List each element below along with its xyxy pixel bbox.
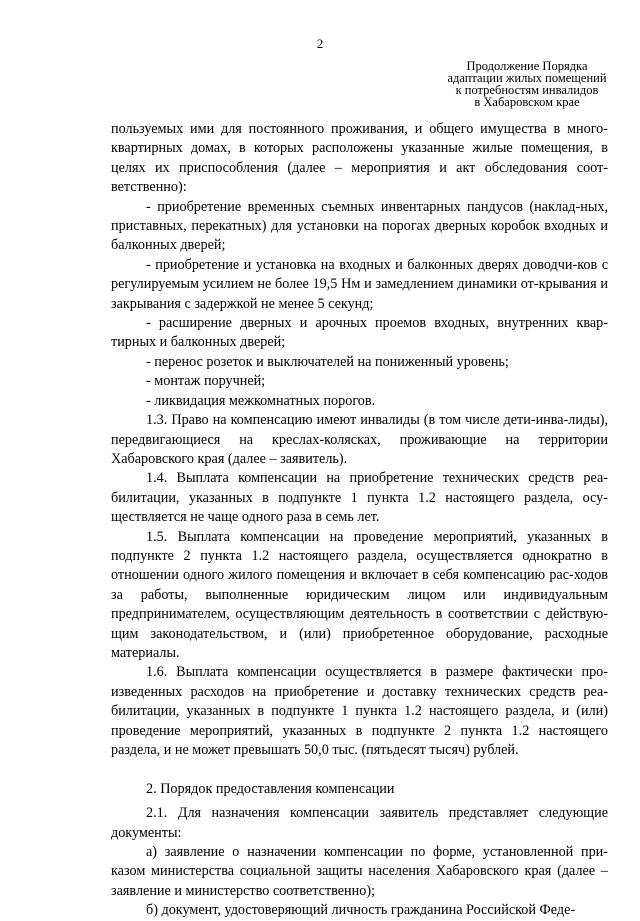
body-paragraph: 1.4. Выплата компенсации на приобретение технических средств реа-билитации, указанных в подпункте 1 пункта 1.2 настоящего раздела, осу-ществляется не чаще одного раза в семь лет. — [111, 470, 608, 526]
body-paragraph: 1.5. Выплата компенсации на проведение мероприятий, указанных в подпункте 2 пункта 1.2 настоящего раздела, осуществляется однократно в отношении одного жилого помещения и включает в себя компенсацию рас-ходов за работы, выполненные юридическим лицом или индивидуальным предпринимателем, осуществляющим деятельность в соответствии с действую-щим законодательством, и (или) приобретенное оборудование, расходные материалы. — [111, 528, 608, 661]
section-heading: 2. Порядок предоставления компенсации — [146, 780, 395, 797]
running-header-line: Продолжение Порядка — [466, 59, 588, 73]
body-paragraph: 2.1. Для назначения компенсации заявитель представляет следующие документы: — [111, 805, 608, 841]
list-item: - монтаж поручней; — [146, 373, 266, 390]
body-paragraph: 1.3. Право на компенсацию имеют инвалиды (в том числе дети-инва-лиды), передвигающиеся на креслах-колясках, проживающие на территории Хабаровского края (далее – заявитель). — [111, 412, 608, 467]
list-item: - приобретение и установка на входных и балконных дверях доводчи-ков с регулируемым усилием не более 19,5 Нм и замедлением динамики от-крывания и закрывания с задержкой не менее 5 секунд; — [111, 256, 608, 312]
body-paragraph: пользуемых ими для постоянного проживания, и общего имущества в много-квартирных домах, в которых расположены указанные жилые помещения, в целях их приспособления (далее – мероприятия и акт обследования соот-ветственно): — [111, 121, 608, 196]
running-header-line: в Хабаровском крае — [474, 95, 580, 109]
list-item: а) заявление о назначении компенсации по форме, установленной при-казом министерства социальной защиты населения Хабаровского края (далее – заявление и министерство соответственно); — [111, 844, 608, 899]
list-item: б) документ, удостоверяющий личность гражданина Российской Феде- — [146, 902, 576, 919]
list-item: - перенос розеток и выключателей на пониженный уровень; — [146, 353, 509, 370]
list-item: - ликвидация межкомнатных порогов. — [146, 392, 376, 409]
running-header — [418, 60, 636, 108]
list-item: - приобретение временных съемных инвентарных пандусов (наклад-ных, приставных, перекатных) для установки на порогах дверных коробок входных и балконных дверей; — [111, 198, 608, 254]
running-header-line: к потребностям инвалидов — [455, 83, 599, 97]
body-paragraph: 1.6. Выплата компенсации осуществляется в размере фактически про-изведенных расходов на приобретение и доставку технических средств реа-билитации, указанных в подпункте 1 пункта 1.2 настоящего раздела, и (или) проведение мероприятий, указанных в подпункте 2 пункта 1.2 настоящего раздела, и не может превышать 50,0 тыс. (пятьдесят тысяч) рублей. — [111, 664, 608, 758]
document-body — [111, 120, 608, 921]
page-number: 2 — [316, 36, 324, 51]
list-item: - расширение дверных и арочных проемов входных, внутренних квар-тирных и балконных дверей; — [111, 315, 608, 351]
running-header-line: адаптации жилых помещений — [447, 71, 607, 85]
